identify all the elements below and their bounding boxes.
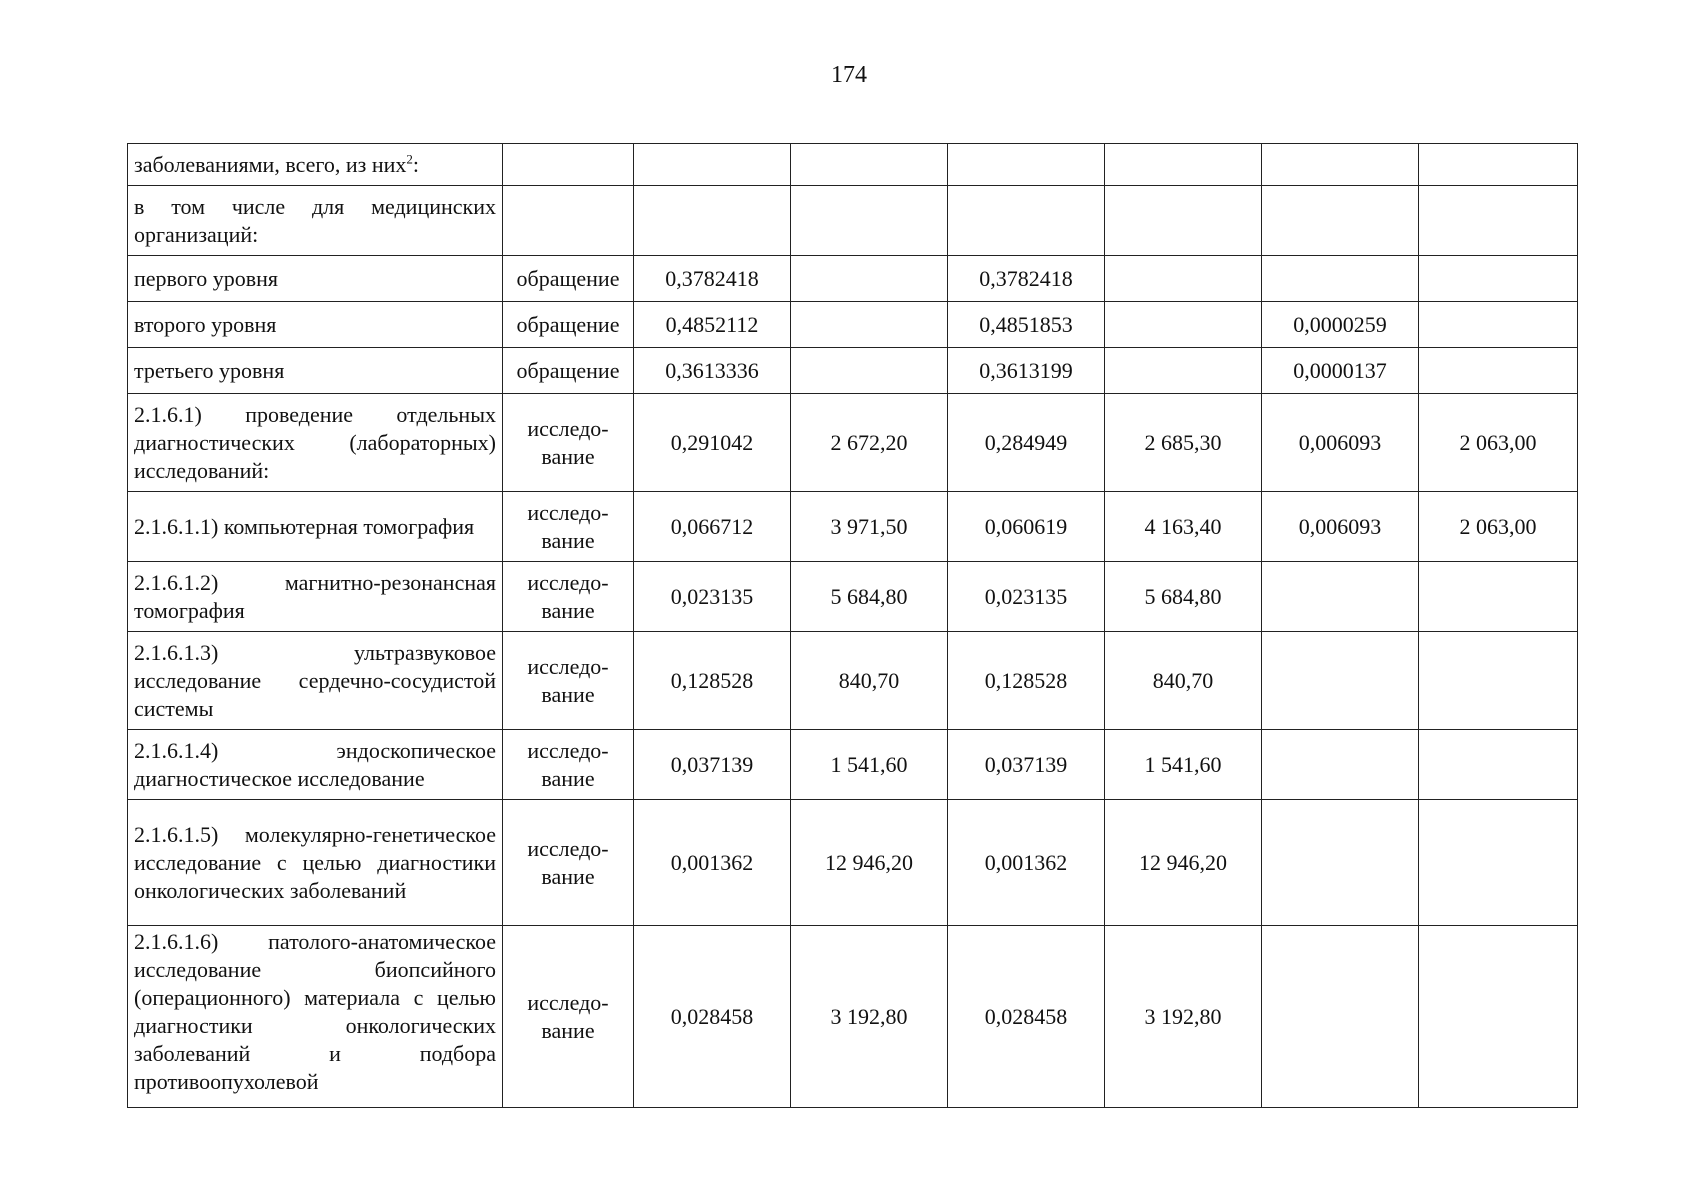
value-cell bbox=[791, 348, 948, 394]
value-cell: 0,4851853 bbox=[948, 302, 1105, 348]
unit-line: вание bbox=[541, 597, 595, 623]
unit-cell bbox=[503, 144, 634, 186]
unit-line: исследо- bbox=[527, 653, 609, 679]
table-row bbox=[128, 730, 1578, 800]
value-cell: 0,006093 bbox=[1262, 394, 1419, 492]
unit-cell: обращение bbox=[503, 302, 634, 348]
value-cell bbox=[791, 144, 948, 186]
value-cell bbox=[1262, 800, 1419, 926]
value-cell bbox=[1419, 302, 1578, 348]
row-name-cell: в том числе для медицинских организаций: bbox=[128, 186, 503, 256]
row-name-cell: 2.1.6.1.2) магнитно-резонансная томография bbox=[128, 562, 503, 632]
table-row bbox=[128, 492, 1578, 562]
row-name-cell bbox=[128, 144, 503, 186]
table-row bbox=[128, 800, 1578, 926]
value-cell bbox=[791, 186, 948, 256]
value-cell bbox=[948, 186, 1105, 256]
value-cell: 0,028458 bbox=[634, 926, 791, 1108]
value-cell: 5 684,80 bbox=[791, 562, 948, 632]
value-cell: 0,023135 bbox=[634, 562, 791, 632]
value-cell: 5 684,80 bbox=[1105, 562, 1262, 632]
unit-cell bbox=[503, 800, 634, 926]
value-cell: 0,001362 bbox=[948, 800, 1105, 926]
unit-line: вание bbox=[541, 443, 595, 469]
value-cell bbox=[1419, 186, 1578, 256]
value-cell: 0,4852112 bbox=[634, 302, 791, 348]
value-cell bbox=[1105, 186, 1262, 256]
unit-line: исследо- bbox=[527, 569, 609, 595]
value-cell: 3 192,80 bbox=[1105, 926, 1262, 1108]
row-name-cell: 2.1.6.1.1) компьютерная томография bbox=[128, 492, 503, 562]
value-cell: 0,066712 bbox=[634, 492, 791, 562]
value-cell bbox=[948, 144, 1105, 186]
value-cell: 0,291042 bbox=[634, 394, 791, 492]
unit-line: исследо- bbox=[527, 737, 609, 763]
value-cell: 0,037139 bbox=[948, 730, 1105, 800]
value-cell: 0,0000137 bbox=[1262, 348, 1419, 394]
unit-line: вание bbox=[541, 1017, 595, 1043]
value-cell bbox=[1262, 632, 1419, 730]
table-row bbox=[128, 348, 1578, 394]
row-name-cell: 2.1.6.1) проведение отдельных диагностических (лабораторных) исследований: bbox=[128, 394, 503, 492]
value-cell bbox=[634, 144, 791, 186]
row-name-cell: 2.1.6.1.6) патолого-анатомическое исследование биопсийного (операционного) материала с целью диагностики онкологических заболеваний и подбора противоопухолевой bbox=[128, 926, 503, 1108]
value-cell bbox=[1262, 186, 1419, 256]
value-cell bbox=[1105, 256, 1262, 302]
value-cell: 0,3613336 bbox=[634, 348, 791, 394]
value-cell: 0,3782418 bbox=[634, 256, 791, 302]
value-cell: 2 672,20 bbox=[791, 394, 948, 492]
value-cell: 0,3613199 bbox=[948, 348, 1105, 394]
row-name-suffix: : bbox=[412, 151, 419, 177]
value-cell bbox=[1262, 730, 1419, 800]
unit-line: вание bbox=[541, 765, 595, 791]
value-cell: 2 063,00 bbox=[1419, 492, 1578, 562]
value-cell: 840,70 bbox=[791, 632, 948, 730]
value-cell: 0,023135 bbox=[948, 562, 1105, 632]
unit-cell bbox=[503, 186, 634, 256]
value-cell bbox=[1419, 348, 1578, 394]
unit-line: вание bbox=[541, 527, 595, 553]
table-row bbox=[128, 302, 1578, 348]
value-cell bbox=[1262, 144, 1419, 186]
value-cell: 3 971,50 bbox=[791, 492, 948, 562]
unit-cell bbox=[503, 394, 634, 492]
unit-line: вание bbox=[541, 681, 595, 707]
table-row bbox=[128, 632, 1578, 730]
value-cell bbox=[1262, 926, 1419, 1108]
value-cell: 840,70 bbox=[1105, 632, 1262, 730]
value-cell: 2 685,30 bbox=[1105, 394, 1262, 492]
data-table bbox=[127, 143, 1578, 1108]
value-cell: 12 946,20 bbox=[1105, 800, 1262, 926]
value-cell: 0,060619 bbox=[948, 492, 1105, 562]
value-cell bbox=[1105, 302, 1262, 348]
value-cell bbox=[1419, 926, 1578, 1108]
unit-cell bbox=[503, 492, 634, 562]
value-cell bbox=[1419, 562, 1578, 632]
value-cell bbox=[1105, 348, 1262, 394]
value-cell: 4 163,40 bbox=[1105, 492, 1262, 562]
value-cell: 0,028458 bbox=[948, 926, 1105, 1108]
row-name-cell: третьего уровня bbox=[128, 348, 503, 394]
table-row bbox=[128, 186, 1578, 256]
unit-cell: обращение bbox=[503, 348, 634, 394]
value-cell bbox=[1262, 256, 1419, 302]
unit-line: исследо- bbox=[527, 835, 609, 861]
value-cell: 0,006093 bbox=[1262, 492, 1419, 562]
value-cell bbox=[1419, 256, 1578, 302]
value-cell: 0,037139 bbox=[634, 730, 791, 800]
value-cell: 0,284949 bbox=[948, 394, 1105, 492]
unit-line: исследо- bbox=[527, 415, 609, 441]
row-name-cell: 2.1.6.1.4) эндоскопическое диагностическое исследование bbox=[128, 730, 503, 800]
row-name-cell: 2.1.6.1.3) ультразвуковое исследование сердечно-сосудистой системы bbox=[128, 632, 503, 730]
unit-cell bbox=[503, 562, 634, 632]
unit-cell bbox=[503, 926, 634, 1108]
page-number: 174 bbox=[831, 62, 867, 88]
value-cell: 1 541,60 bbox=[791, 730, 948, 800]
unit-line: вание bbox=[541, 863, 595, 889]
value-cell bbox=[1419, 144, 1578, 186]
table-row bbox=[128, 256, 1578, 302]
value-cell bbox=[1262, 562, 1419, 632]
table-row bbox=[128, 562, 1578, 632]
unit-cell bbox=[503, 730, 634, 800]
value-cell bbox=[791, 256, 948, 302]
footnote-marker: 2 bbox=[406, 151, 413, 167]
value-cell: 2 063,00 bbox=[1419, 394, 1578, 492]
row-name-cell: 2.1.6.1.5) молекулярно-генетическое исследование с целью диагностики онкологических заболеваний bbox=[128, 800, 503, 926]
value-cell bbox=[1105, 144, 1262, 186]
row-name: заболеваниями, всего, из них bbox=[134, 151, 407, 177]
value-cell bbox=[1419, 632, 1578, 730]
table-row bbox=[128, 926, 1578, 1108]
value-cell: 0,001362 bbox=[634, 800, 791, 926]
value-cell: 1 541,60 bbox=[1105, 730, 1262, 800]
row-name-cell: второго уровня bbox=[128, 302, 503, 348]
table-row bbox=[128, 394, 1578, 492]
value-cell: 3 192,80 bbox=[791, 926, 948, 1108]
unit-cell bbox=[503, 632, 634, 730]
value-cell: 0,3782418 bbox=[948, 256, 1105, 302]
row-name-cell: первого уровня bbox=[128, 256, 503, 302]
value-cell: 0,0000259 bbox=[1262, 302, 1419, 348]
unit-line: исследо- bbox=[527, 989, 609, 1015]
unit-line: исследо- bbox=[527, 499, 609, 525]
unit-cell: обращение bbox=[503, 256, 634, 302]
value-cell bbox=[634, 186, 791, 256]
value-cell bbox=[791, 302, 948, 348]
table-row bbox=[128, 144, 1578, 186]
value-cell bbox=[1419, 730, 1578, 800]
value-cell: 0,128528 bbox=[948, 632, 1105, 730]
value-cell: 12 946,20 bbox=[791, 800, 948, 926]
value-cell bbox=[1419, 800, 1578, 926]
value-cell: 0,128528 bbox=[634, 632, 791, 730]
